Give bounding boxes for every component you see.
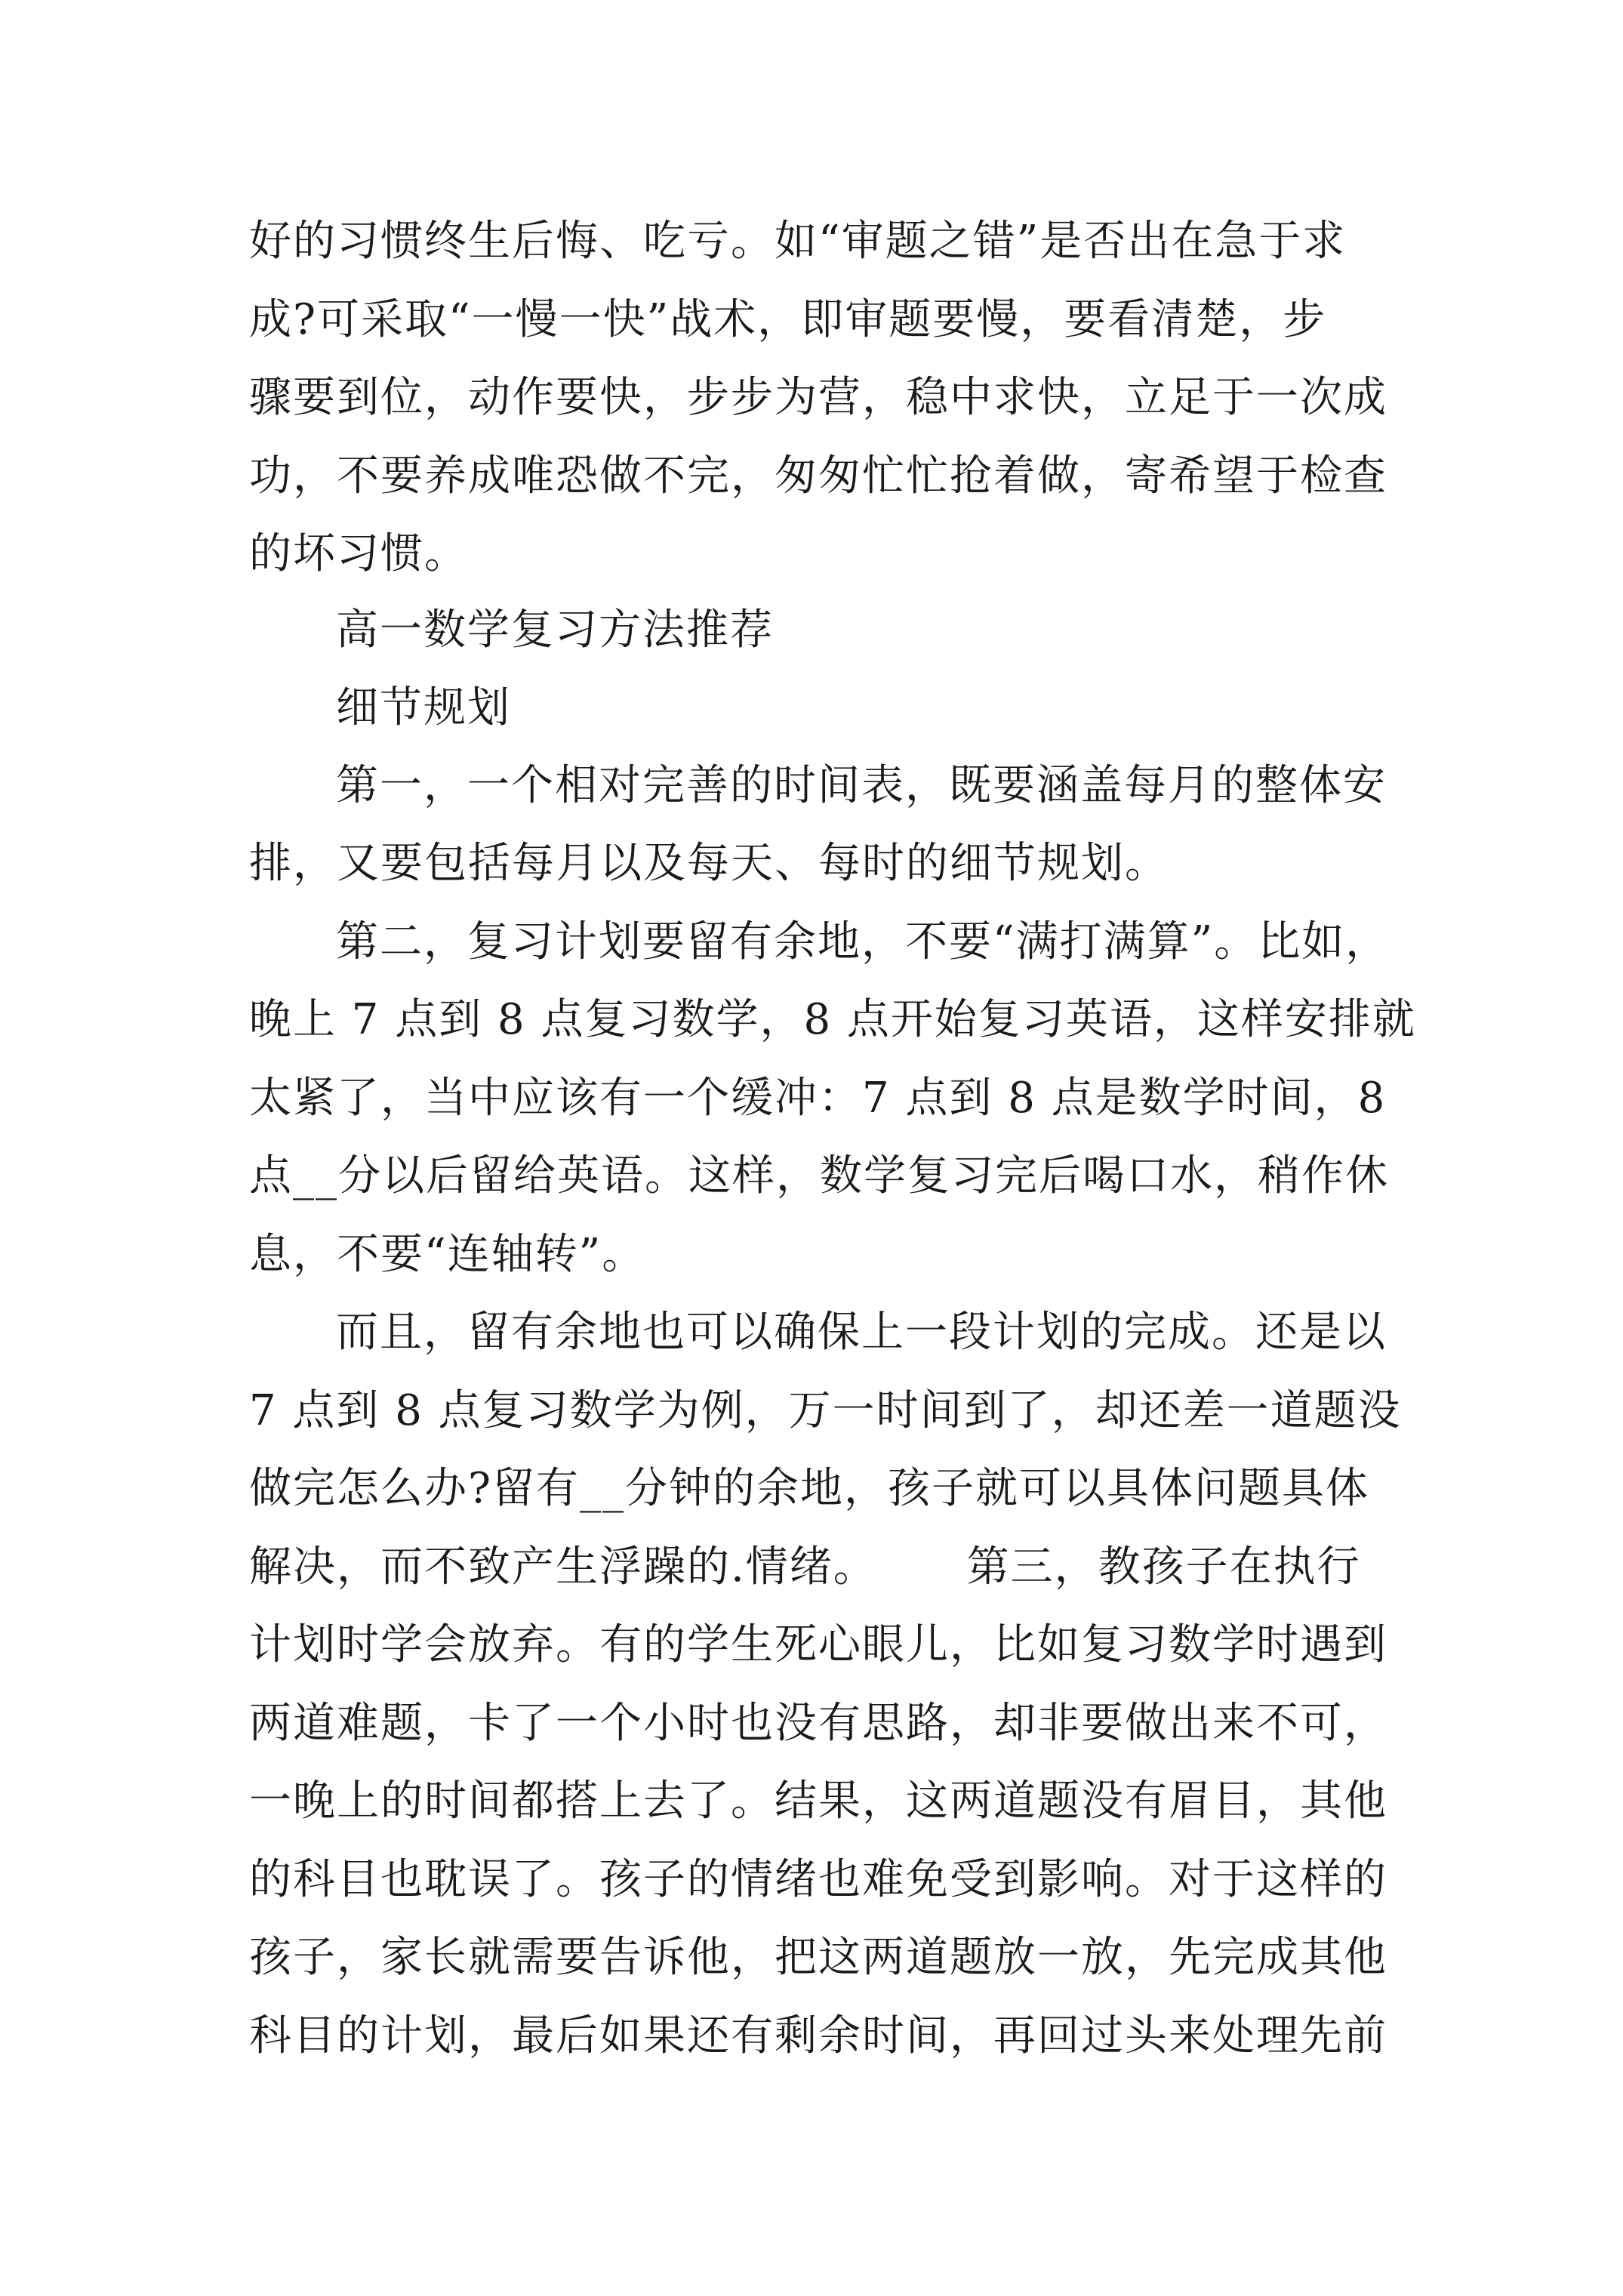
text-line: 孩子，家长就需要告诉他，把这两道题放一放，先完成其他 <box>249 1933 1387 1982</box>
text-line: 科目的计划，最后如果还有剩余时间，再回过头来处理先前 <box>249 2011 1387 2060</box>
text-line: 的科目也耽误了。孩子的情绪也难免受到影响。对于这样的 <box>249 1855 1387 1904</box>
text-line: 一晚上的时间都搭上去了。结果，这两道题没有眉目，其他 <box>249 1777 1387 1826</box>
text-line: 成?可采取“一慢一快”战术，即审题要慢，要看清楚，步 <box>249 295 1327 344</box>
text-line: 点__分以后留给英语。这样，数学复习完后喝口水，稍作休 <box>249 1151 1389 1200</box>
text-line: 而且，留有余地也可以确保上一段计划的完成。还是以 <box>336 1308 1387 1357</box>
text-line: 两道难题，卡了一个小时也没有思路，却非要做出来不可， <box>249 1699 1387 1748</box>
text-line: 计划时学会放弃。有的学生死心眼儿，比如复习数学时遇到 <box>249 1620 1387 1669</box>
text-line: 功，不要养成唯恐做不完，匆匆忙忙抢着做，寄希望于检查 <box>249 451 1387 501</box>
text-line: 第二，复习计划要留有余地，不要“满打满算”。比如， <box>336 917 1390 966</box>
text-line: 好的习惯终生后悔、吃亏。如“审题之错”是否出在急于求 <box>249 217 1347 266</box>
section-heading: 高一数学复习方法推荐 <box>336 606 774 655</box>
text-line: 第一，一个相对完善的时间表，既要涵盖每月的整体安 <box>336 761 1387 810</box>
subheading: 细节规划 <box>336 683 511 732</box>
text-line: 太紧了，当中应该有一个缓冲：7 点到 8 点是数学时间，8 <box>249 1074 1387 1123</box>
text-line: 做完怎么办?留有__分钟的余地，孩子就可以具体问题具体 <box>249 1464 1370 1513</box>
text-line: 晚上 7 点到 8 点复习数学，8 点开始复习英语，这样安排就 <box>249 995 1416 1044</box>
text-line: 排，又要包括每月以及每天、每时的细节规划。 <box>249 839 1169 888</box>
text-line: 的坏习惯。 <box>249 529 468 578</box>
text-line: 7 点到 8 点复习数学为例，万一时间到了，却还差一道题没 <box>249 1386 1402 1435</box>
text-line: 骤要到位，动作要快，步步为营，稳中求快，立足于一次成 <box>249 373 1387 422</box>
text-line: 解决，而不致产生浮躁的.情绪。 第三，教孩子在执行 <box>249 1542 1361 1592</box>
text-line: 息，不要“连轴转”。 <box>249 1230 646 1279</box>
